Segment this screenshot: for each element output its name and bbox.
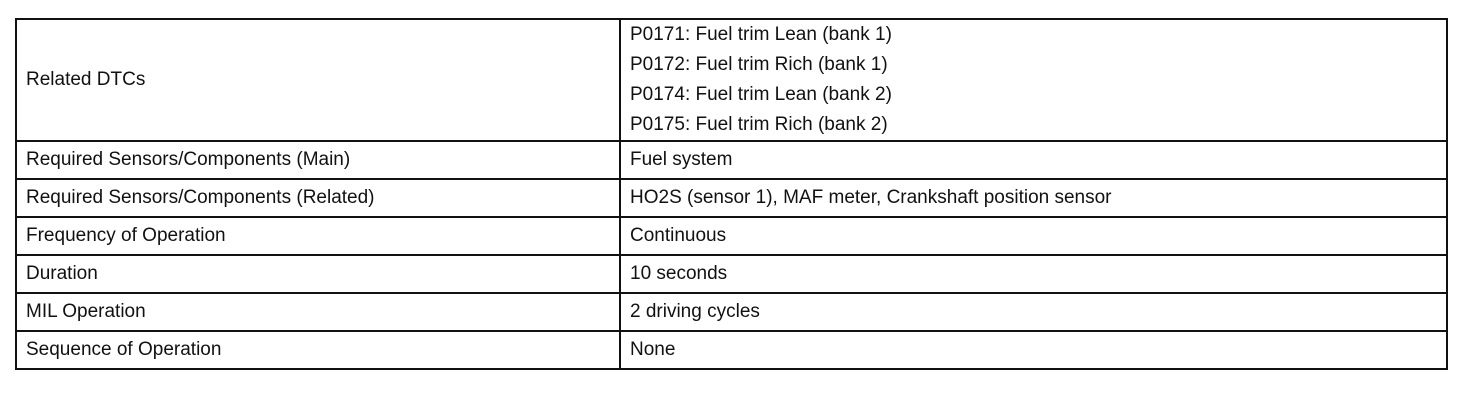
- dtc-item: P0171: Fuel trim Lean (bank 1): [630, 24, 892, 45]
- row-label: Sequence of Operation: [16, 331, 620, 369]
- monitor-spec-table: [15, 18, 1448, 370]
- row-value: Continuous: [620, 217, 1447, 255]
- row-label: Related DTCs: [16, 19, 620, 141]
- row-value: HO2S (sensor 1), MAF meter, Crankshaft position sensor: [620, 179, 1447, 217]
- row-label: MIL Operation: [16, 293, 620, 331]
- row-label: Duration: [16, 255, 620, 293]
- row-value: 2 driving cycles: [620, 293, 1447, 331]
- table-row-duration: [16, 255, 1447, 293]
- table-row-main-components: [16, 141, 1447, 179]
- row-value: Fuel system: [620, 141, 1447, 179]
- table-row-mil-operation: [16, 293, 1447, 331]
- row-label: Frequency of Operation: [16, 217, 620, 255]
- table-row-sequence: [16, 331, 1447, 369]
- table-row-frequency: [16, 217, 1447, 255]
- dtc-item: P0174: Fuel trim Lean (bank 2): [630, 84, 892, 105]
- row-value: None: [620, 331, 1447, 369]
- table-row-related-dtcs: [16, 19, 1447, 141]
- dtc-item: P0175: Fuel trim Rich (bank 2): [630, 114, 888, 135]
- row-label: Required Sensors/Components (Related): [16, 179, 620, 217]
- row-label: Required Sensors/Components (Main): [16, 141, 620, 179]
- row-value: 10 seconds: [620, 255, 1447, 293]
- dtc-item: P0172: Fuel trim Rich (bank 1): [630, 54, 888, 75]
- table-row-related-components: [16, 179, 1447, 217]
- dtc-list: [620, 19, 1447, 141]
